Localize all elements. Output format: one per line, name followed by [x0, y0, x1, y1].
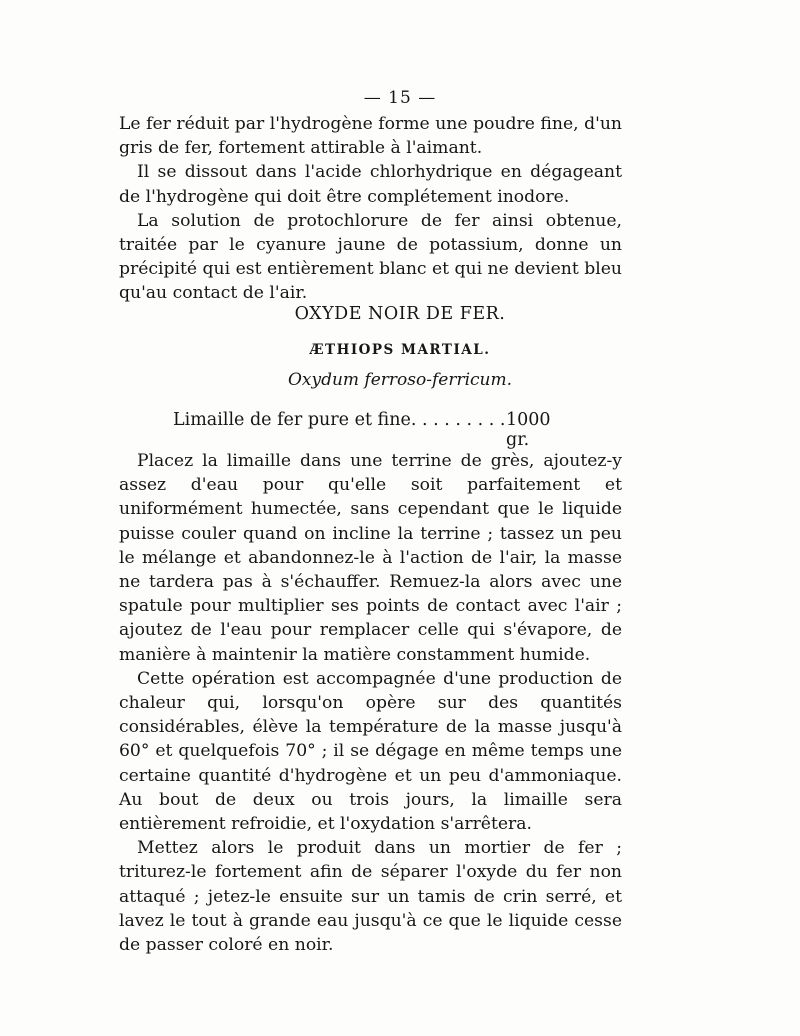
intro-text-block	[119, 112, 622, 306]
paragraph-cyanide-test: La solution de protochlorure de fer ainsi obtenue, traitée par le cyanure jaune de potassium, donne un précipité qui est entièrement blanc et qui ne devient bleu qu'au contact de l'air.	[119, 210, 622, 304]
method-text-block	[119, 449, 622, 957]
paragraph-final-washing: Mettez alors le produit dans un mortier de fer ; triturez-le fortement afin de séparer l'oxyde du fer non attaqué ; jetez-le ensuite sur un tamis de crin serré, et lavez le tout à grande eau jusqu'à ce que le liquide cesse de passer coloré en noir.	[119, 838, 622, 956]
page-number: — 15 —	[363, 88, 437, 108]
section-subtitle: ÆTHIOPS MARTIAL.	[309, 342, 491, 358]
latin-name: Oxydum ferroso-ferricum.	[287, 370, 513, 390]
paragraph-heat-production: Cette opération est accompagnée d'une production de chaleur qui, lorsqu'on opère sur des quantités considérables, élève la température de la masse jusqu'à 60° et quelquefois 70° ; il se dégage en même temps une certaine quantité d'hydrogène et un peu d'ammoniaque. Au bout de deux ou trois jours, la limaille sera entièrement refroidie, et l'oxydation s'arrêtera.	[119, 668, 622, 835]
paragraph-dissolution: Il se dissout dans l'acide chlorhydrique en dégageant de l'hydrogène qui doit être complétement inodore.	[119, 162, 622, 207]
recipe-ingredient: Limaille de fer pure et fine. . . . . . . . .	[173, 410, 506, 430]
section-title: OXYDE NOIR DE FER.	[294, 304, 506, 324]
recipe-quantity: 1000 gr.	[506, 410, 551, 450]
paragraph-reduced-iron: Le fer réduit par l'hydrogène forme une poudre fine, d'un gris de fer, fortement attirable à l'aimant.	[119, 114, 622, 159]
paragraph-procedure: Placez la limaille dans une terrine de grès, ajoutez-y assez d'eau pour qu'elle soit parfaitement et uniformément humectée, sans cependant que le liquide puisse couler quand on incline la terrine ; tassez un peu le mélange et abandonnez-le à l'action de l'air, la masse ne tardera pas à s'échauffer. Remuez-la alors avec une spatule pour multiplier ses points de contact avec l'air ; ajoutez de l'eau pour remplacer celle qui s'évapore, de manière à maintenir la matière constamment humide.	[119, 451, 622, 665]
